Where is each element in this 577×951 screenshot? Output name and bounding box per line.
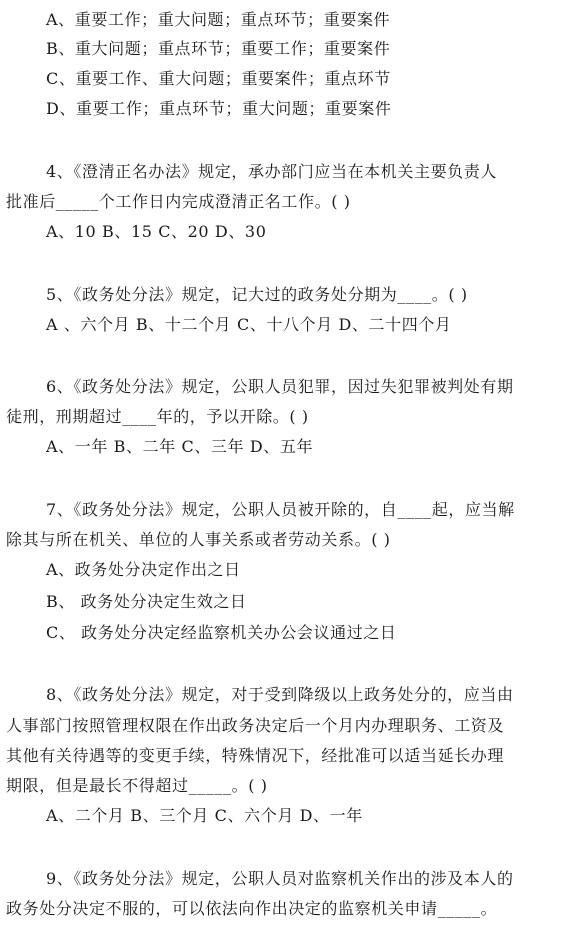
q4-stem-line-2: 批准后_____个工作日内完成澄清正名工作。( ) xyxy=(6,192,351,211)
q7-option-c: C、 政务处分决定经监察机关办公会议通过之日 xyxy=(46,623,397,642)
q8-options: A、二个月 B、三个月 C、六个月 D、一年 xyxy=(46,806,363,825)
q5-options: A 、六个月 B、十二个月 C、十八个月 D、二十四个月 xyxy=(46,315,452,334)
q3-option-c: C、重要工作、重大问题；重要案件；重点环节 xyxy=(46,69,391,88)
q6-options: A、一年 B、二年 C、三年 D、五年 xyxy=(46,437,314,456)
q8-stem-line-4: 期限，但是最长不得超过_____。( ) xyxy=(6,776,268,795)
q6-stem-line-2: 徒刑，刑期超过____年的，予以开除。( ) xyxy=(6,407,309,426)
q3-option-d: D、重要工作；重点环节；重大问题；重要案件 xyxy=(46,99,392,118)
q8-stem-line-3: 其他有关待遇等的变更手续，特殊情况下，经批准可以适当延长办理 xyxy=(6,746,505,765)
q3-option-b: B、重大问题；重点环节；重要工作；重要案件 xyxy=(46,39,391,58)
q7-option-b: B、 政务处分决定生效之日 xyxy=(46,592,247,611)
q8-stem-line-2: 人事部门按照管理权限在作出政务决定后一个月内办理职务、工资及 xyxy=(6,716,505,735)
q7-stem-line-1: 7、《政务处分法》规定，公职人员被开除的，自____起，应当解 xyxy=(46,500,515,519)
q9-stem-line-1: 9、《政务处分法》规定，公职人员对监察机关作出的涉及本人的 xyxy=(46,869,514,888)
q4-options: A、10 B、15 C、20 D、30 xyxy=(46,222,267,241)
q8-stem-line-1: 8、《政务处分法》规定，对于受到降级以上政务处分的，应当由 xyxy=(46,685,514,704)
q7-option-a: A、政务处分决定作出之日 xyxy=(46,560,241,579)
q5-stem: 5、《政务处分法》规定，记大过的政务处分期为____。( ) xyxy=(46,285,468,304)
q6-stem-line-1: 6、《政务处分法》规定，公职人员犯罪，因过失犯罪被判处有期 xyxy=(46,377,514,396)
q7-stem-line-2: 除其与所在机关、单位的人事关系或者劳动关系。( ) xyxy=(6,530,391,549)
q9-stem-line-2: 政务处分决定不服的，可以依法向作出决定的监察机关申请_____。 xyxy=(6,899,498,918)
q4-stem-line-1: 4、《澄清正名办法》规定，承办部门应当在本机关主要负责人 xyxy=(46,162,497,181)
q3-option-a: A、重要工作；重大问题；重点环节；重要案件 xyxy=(46,10,391,29)
